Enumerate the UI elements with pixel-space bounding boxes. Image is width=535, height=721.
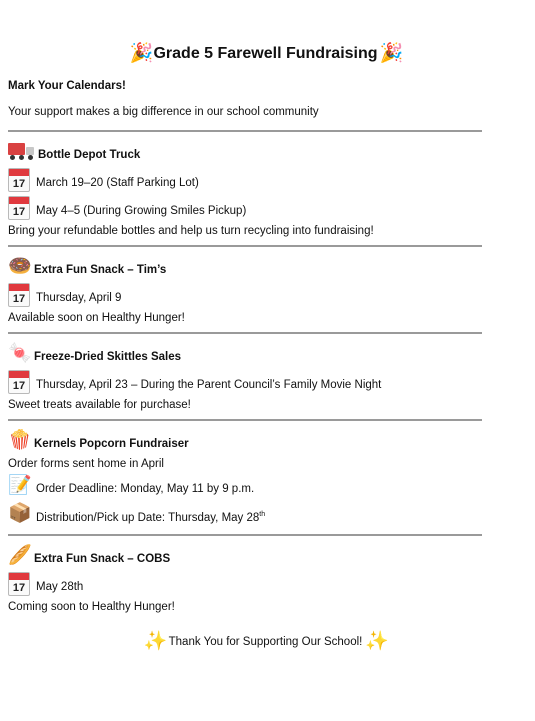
party-popper-icon: 🎉 <box>379 43 404 64</box>
calendar-icon: 17 <box>8 283 30 307</box>
party-popper-icon: 🎉 <box>129 43 154 64</box>
section-title: Extra Fun Snack – Tim’s <box>34 264 167 276</box>
popcorn-icon: 🍿 <box>8 430 32 451</box>
package-icon: 📦 <box>8 503 32 524</box>
section-cobs <box>8 536 483 621</box>
subheading: Mark Your Calendars! <box>8 80 126 92</box>
donut-icon: 🍩 <box>8 256 32 277</box>
order-deadline: Order Deadline: Monday, May 11 by 9 p.m. <box>36 483 255 495</box>
section-title: Bottle Depot Truck <box>38 149 141 161</box>
event-date: March 19–20 (Staff Parking Lot) <box>36 177 199 189</box>
event-note: Bring your refundable bottles and help us turn recycling into fundraising! <box>8 225 374 237</box>
section-tims <box>8 247 483 332</box>
event-note: Coming soon to Healthy Hunger! <box>8 601 175 613</box>
event-note: Available soon on Healthy Hunger! <box>8 312 185 324</box>
event-date: Thursday, April 9 <box>36 292 122 304</box>
event-note: Order forms sent home in April <box>8 458 164 470</box>
title-row <box>48 38 483 70</box>
distribution-date: Distribution/Pick up Date: Thursday, May 28th <box>36 510 266 524</box>
event-note: Sweet treats available for purchase! <box>8 399 191 411</box>
calendar-icon: 17 <box>8 196 30 220</box>
event-date: Thursday, April 23 – During the Parent Council’s Family Movie Night <box>36 379 382 391</box>
section-title: Kernels Popcorn Fundraiser <box>34 438 189 450</box>
page-title: Grade 5 Farewell Fundraising <box>153 45 378 62</box>
section-bottle-depot <box>8 132 483 245</box>
section-title: Extra Fun Snack – COBS <box>34 553 171 565</box>
bread-icon: 🥖 <box>8 545 32 566</box>
sparkles-icon: ✨ <box>143 631 168 652</box>
event-date: May 28th <box>36 581 84 593</box>
event-date: May 4–5 (During Growing Smiles Pickup) <box>36 205 247 217</box>
section-popcorn <box>8 421 483 534</box>
calendar-icon: 17 <box>8 168 30 192</box>
candy-icon: 🍬 <box>8 343 32 364</box>
sparkles-icon: ✨ <box>365 631 390 652</box>
section-skittles <box>8 334 483 419</box>
intro-text: Your support makes a big difference in our school community <box>8 106 319 118</box>
section-title: Freeze-Dried Skittles Sales <box>34 351 182 363</box>
calendar-icon: 17 <box>8 370 30 394</box>
footer-text: Thank You for Supporting Our School! <box>168 636 363 648</box>
memo-icon: 📝 <box>8 475 32 496</box>
calendar-icon: 17 <box>8 572 30 596</box>
truck-icon <box>8 143 34 161</box>
footer <box>48 627 483 657</box>
